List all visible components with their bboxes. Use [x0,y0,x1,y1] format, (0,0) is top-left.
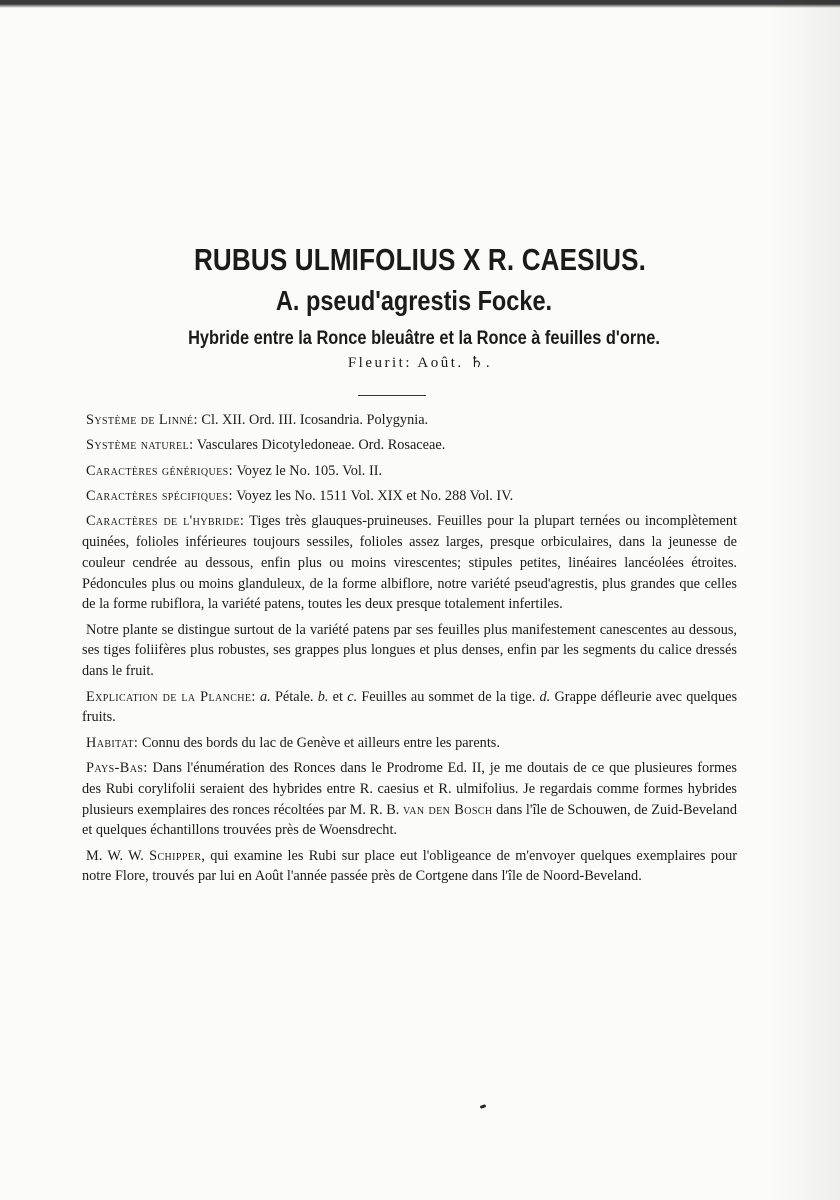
scan-right-shadow [770,0,840,1200]
figure-b-text: et [328,688,348,705]
label-habitat: Habitat: [86,734,139,751]
figure-d-text: Grappe défleurie avec quelques fruits. [82,688,738,726]
flowering-line: Fleurit: Août. ♄. [347,355,493,371]
species-title: RUBUS ULMIFOLIUS X R. CAESIUS. [193,242,647,277]
text-caracteres-specifiques: Voyez les No. 1511 Vol. XIX et No. 288 Vol. IV. [232,487,514,504]
label-pays-bas: Pays-Bas: [86,759,148,776]
para-systeme-linne [82,410,737,431]
text-pays-bas-1: Dans l'énumération des Ronces dans le Prodrome Ed. II, je me doutais de ce que plusieures formes des Rubi corylifolii seraient des hybrides entre R. caesius et R. ulmifolius. Je regardais comme formes hybrides plusieurs exemplaires des ronces récoltées par M. R. B. [82,759,737,818]
description-body [82,410,737,892]
name-van-den-bosch: van den Bosch [402,801,493,818]
text-caracteres-hybride: Tiges très glauques-pruineuses. Feuilles pour la plupart ternées ou incomplètement quinées, folioles inférieures toujours sessiles, folioles assez larges, presque orbiculaires, dans la jeunesse de couleur cendrée au dessous, enfin plus ou moins virescentes; stipules petites, linéaires lancéolées étroites. Pédoncules plus ou moins glanduleux, de la forme albiflore, notre variété pseud'agrestis, plus grandes que celles de la forme rubiflora, la variété patens, toutes les deux presque totalement infertiles. [82,513,737,613]
label-caracteres-hybride: Caractères de l'hybride: [86,513,245,530]
text-habitat: Connu des bords du lac de Genève et ailleurs entre les parents. [138,734,500,751]
label-systeme-linne: Système de Linné: [86,412,198,428]
para-schipper [82,846,737,888]
text-pays-bas-2: dans l'île de Schouwen, de Zuid-Beveland et quelques échantillons trouvées près de Woensdrecht. [82,801,737,839]
common-name-subtitle: Hybride entre la Ronce bleuâtre et la Ronce à feuilles d'orne. [188,327,660,349]
scan-top-edge [0,0,840,8]
text-notre-plante: Notre plante se distingue surtout de la variété patens par ses feuilles plus manifestement canescentes au dessous, ses tiges foliifères plus robustes, ses grappes plus longues et plus denses, enfin par les segments du calice dressés dans le fruit. [82,621,737,680]
label-caracteres-specifiques: Caractères spécifiques: [86,487,233,504]
scan-speck [480,1104,487,1109]
text-schipper: , qui examine les Rubi sur place eut l'obligeance de m'envoyer quelques exemplaires pour notre Flore, trouvés par lui en Août l'année passée près de Cortgene dans l'île de Noord-Beveland. [82,847,737,885]
figure-b: b. [317,688,329,705]
label-explication: Explication de la Planche: [86,688,256,705]
para-caracteres-hybride [82,511,737,615]
para-explication [82,687,737,729]
text-systeme-naturel: Vasculares Dicotyledoneae. Ord. Rosaceae. [193,437,446,454]
para-notre-plante [82,620,737,682]
figure-a: a. [260,688,271,705]
para-habitat [82,733,737,754]
text-systeme-linne: Cl. XII. Ord. III. Icosandria. Polygynia. [197,412,429,428]
variety-title: A. pseud'agrestis Focke. [275,285,553,316]
figure-c: c. [347,688,358,705]
name-schipper: Schipper [149,847,202,864]
title-rule [358,395,426,396]
para-caracteres-generiques [82,461,737,482]
figure-d: d. [539,688,551,705]
schipper-prefix: M. W. W. [86,847,150,864]
para-systeme-naturel [82,435,737,456]
label-systeme-naturel: Système naturel: [86,437,194,454]
para-caracteres-specifiques [82,486,737,507]
figure-a-text: Pétale. [270,688,318,705]
para-pays-bas [82,758,737,841]
label-caracteres-generiques: Caractères génériques: [86,462,233,479]
text-caracteres-generiques: Voyez le No. 105. Vol. II. [233,462,383,479]
figure-c-text: Feuilles au sommet de la tige. [357,688,540,705]
